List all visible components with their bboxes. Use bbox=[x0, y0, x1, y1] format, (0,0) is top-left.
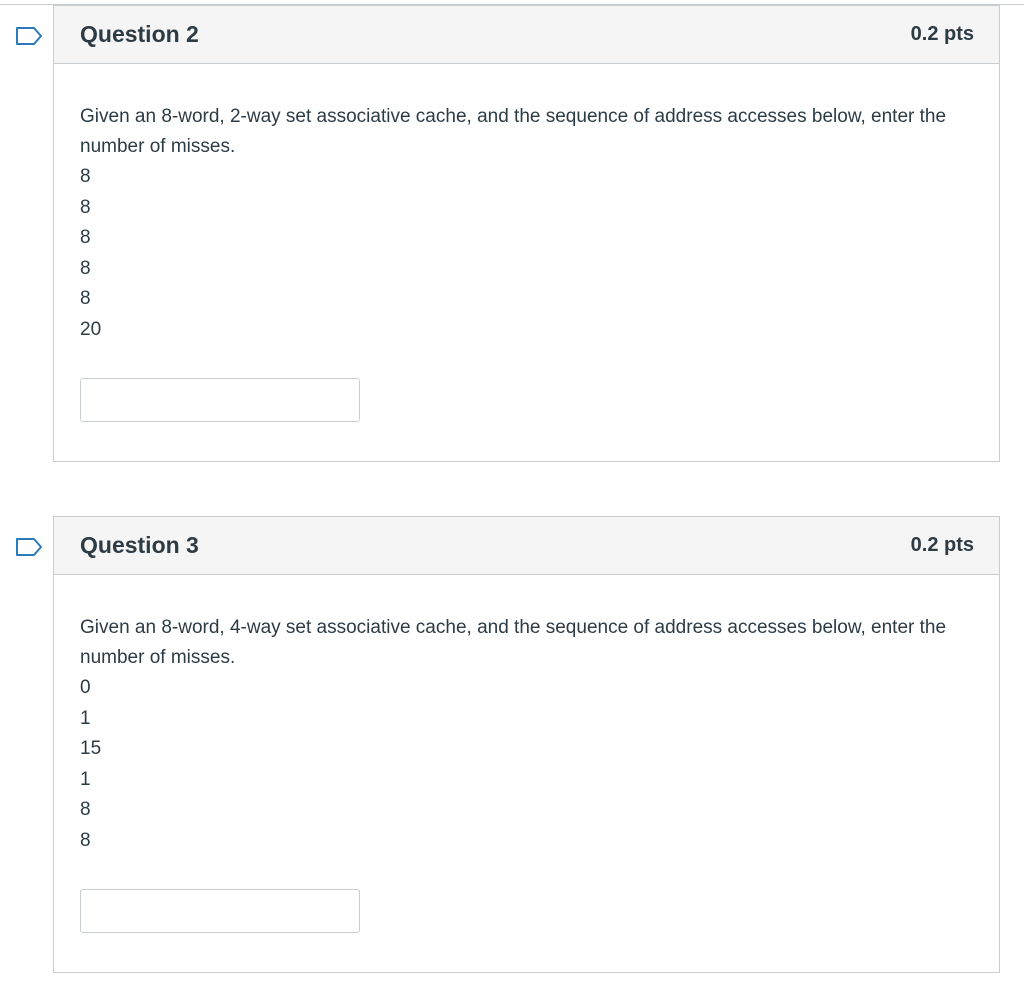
address-item: 8 bbox=[80, 288, 91, 309]
address-item: 1 bbox=[80, 707, 91, 729]
question-text: Given an 8-word, 4-way set associative cache, and the sequence of address accesses below, enter the number of misses. bbox=[80, 617, 947, 668]
flag-question-icon[interactable] bbox=[14, 537, 44, 557]
address-item: 8 bbox=[80, 227, 91, 248]
answer-input[interactable] bbox=[80, 889, 360, 933]
address-item: 20 bbox=[80, 318, 102, 340]
address-item: 15 bbox=[80, 738, 102, 759]
address-item: 8 bbox=[80, 166, 91, 187]
question-body bbox=[54, 575, 999, 933]
question-header bbox=[54, 6, 999, 64]
address-item: 8 bbox=[80, 829, 91, 851]
question-header bbox=[54, 517, 999, 575]
question-title: Question 3 bbox=[80, 532, 199, 558]
address-item: 0 bbox=[80, 677, 91, 698]
address-list bbox=[80, 673, 973, 856]
address-item: 8 bbox=[80, 799, 91, 820]
address-item: 8 bbox=[80, 196, 91, 218]
question-2-card bbox=[53, 5, 1000, 462]
question-title: Question 2 bbox=[80, 21, 199, 47]
address-item: 8 bbox=[80, 257, 91, 279]
question-3-card bbox=[53, 516, 1000, 973]
address-list bbox=[80, 162, 973, 345]
flag-question-icon[interactable] bbox=[14, 26, 44, 46]
question-points: 0.2 pts bbox=[910, 534, 974, 556]
question-text: Given an 8-word, 2-way set associative cache, and the sequence of address accesses below, enter the number of misses. bbox=[80, 106, 947, 157]
question-body bbox=[54, 64, 999, 422]
answer-input[interactable] bbox=[80, 378, 360, 422]
address-item: 1 bbox=[80, 768, 91, 790]
question-points: 0.2 pts bbox=[910, 23, 974, 45]
